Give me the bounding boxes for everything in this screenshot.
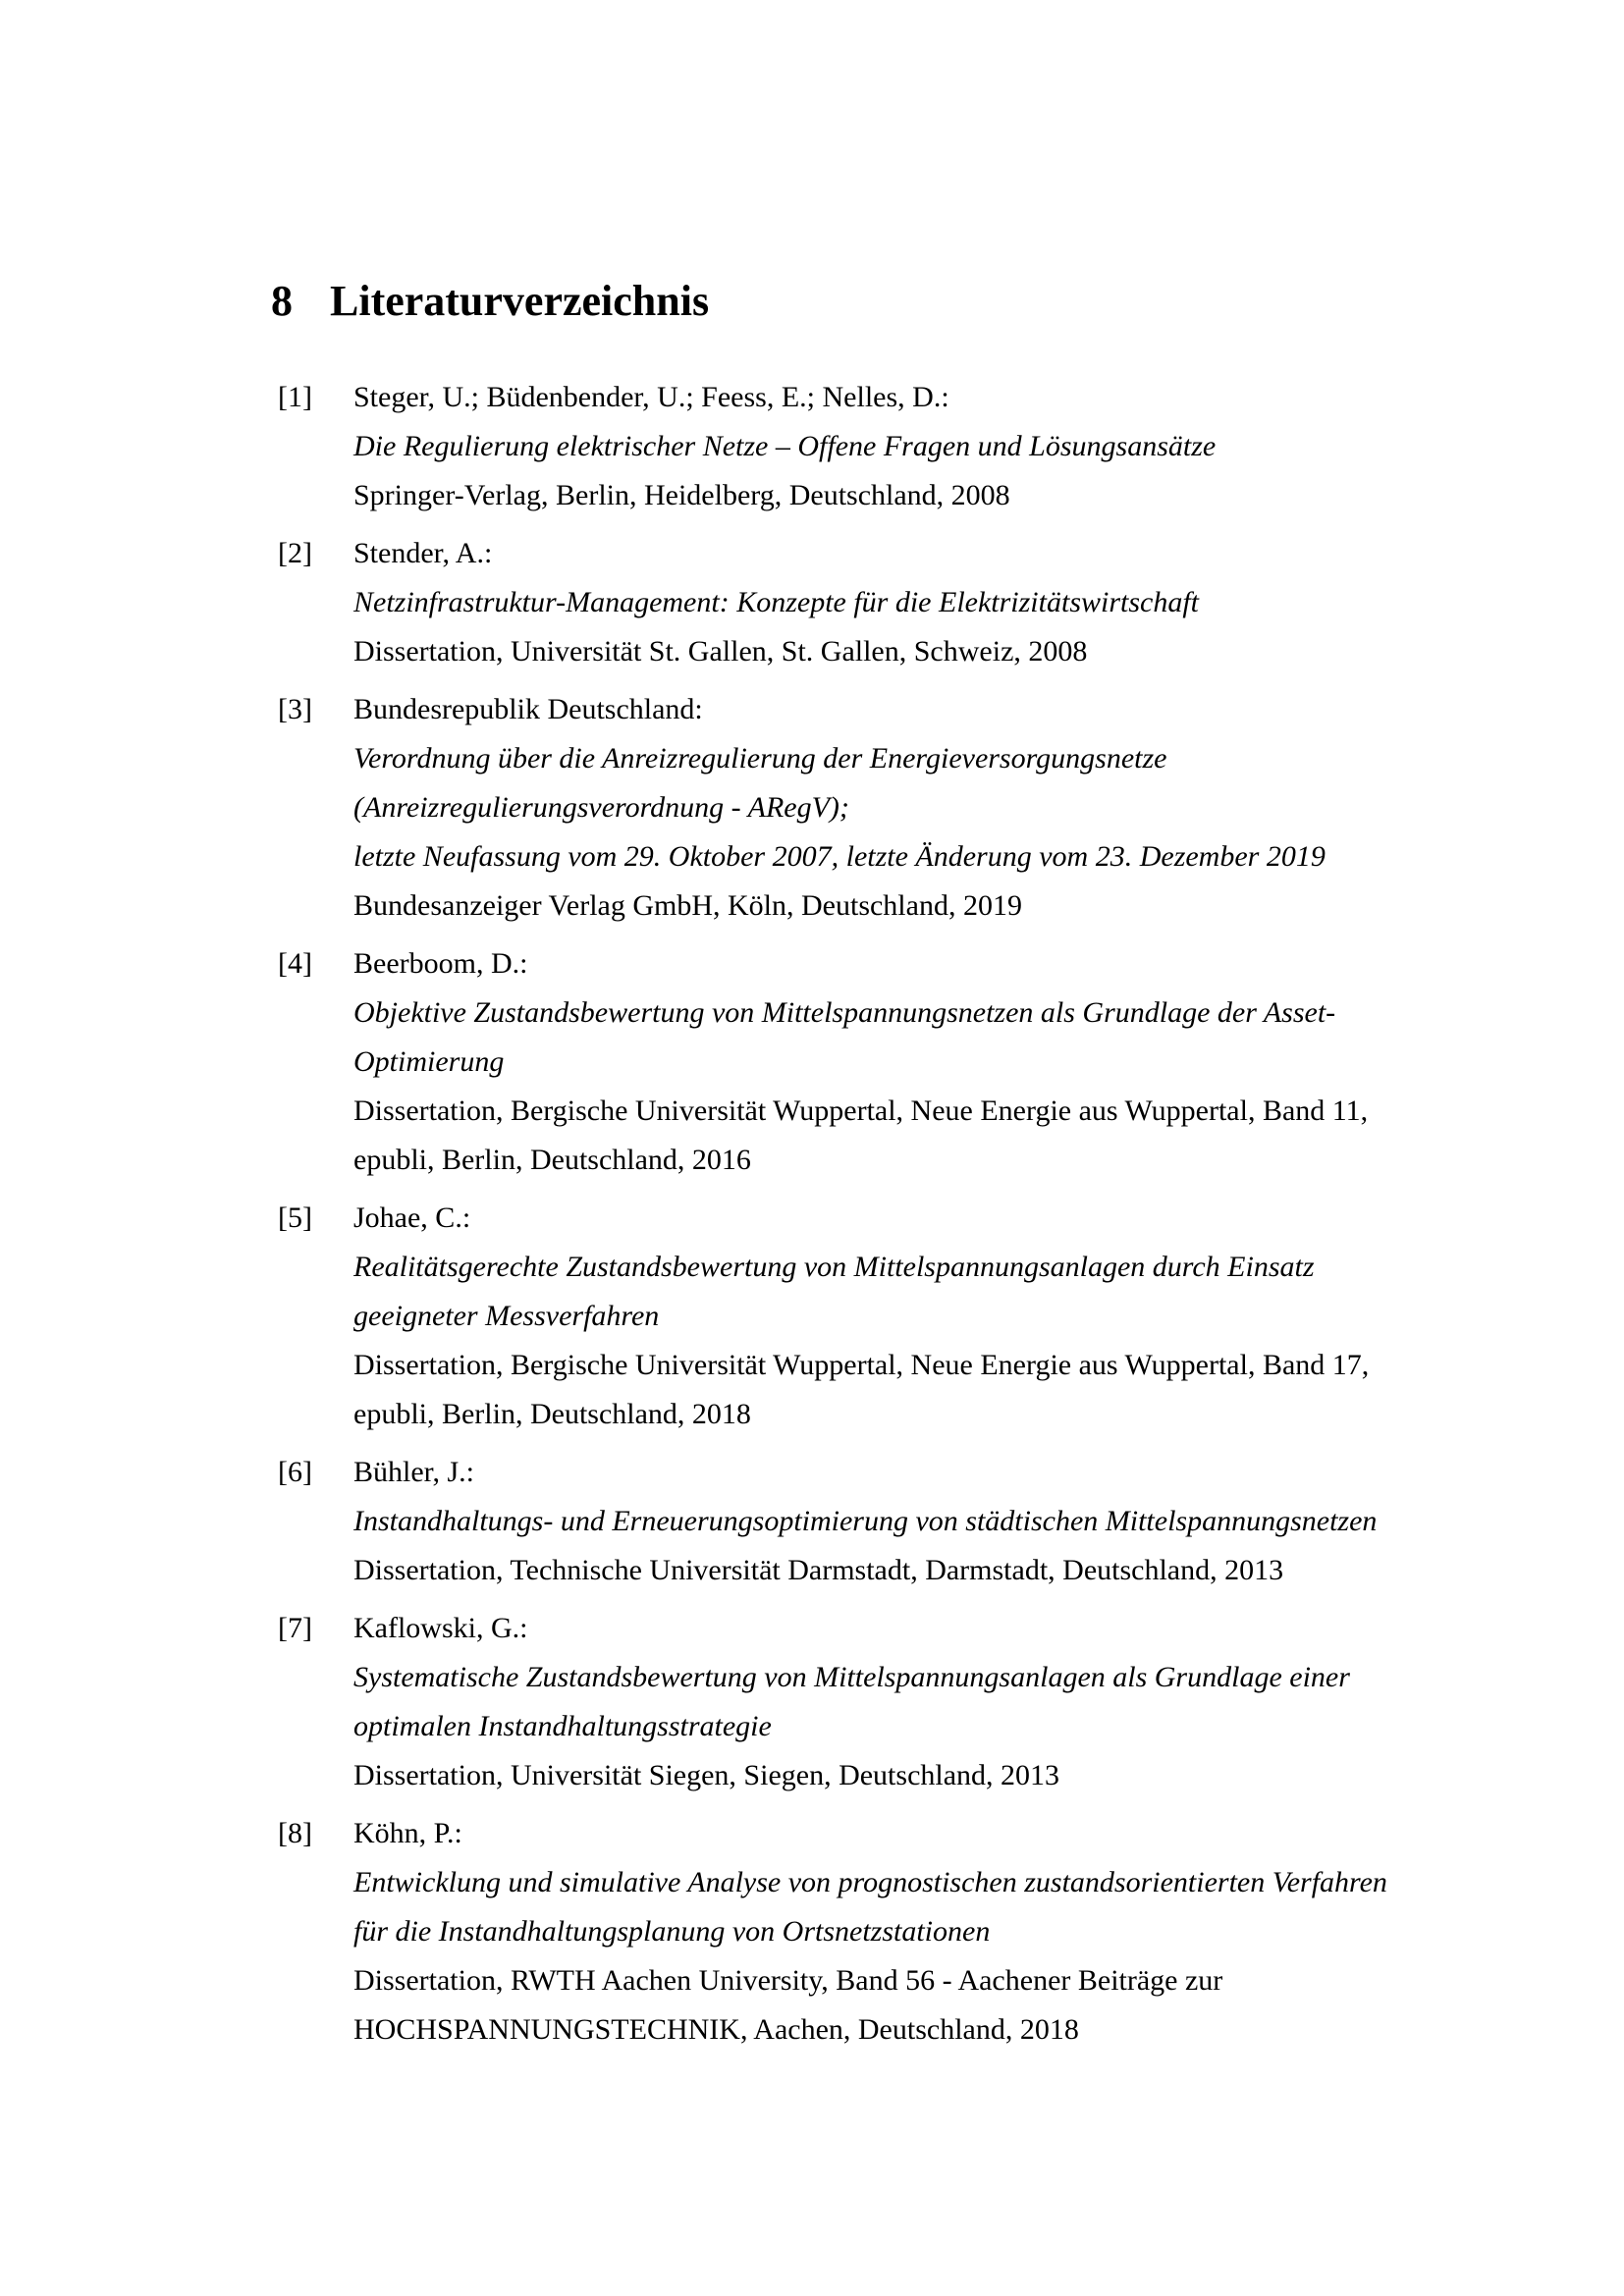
reference-list [278, 373, 1456, 2055]
reference-title-line: geeigneter Messverfahren [353, 1300, 660, 1332]
reference-body [353, 1194, 1456, 1439]
reference-publisher-line: Dissertation, Technische Universität Darmstadt, Darmstadt, Deutschland, 2013 [353, 1554, 1284, 1586]
reference-entry [278, 373, 1456, 520]
reference-authors: Johae, C.: [353, 1201, 471, 1234]
reference-label: [3] [278, 693, 312, 725]
reference-body [353, 1604, 1456, 1800]
reference-entry [278, 529, 1456, 676]
reference-title-line: Instandhaltungs- und Erneuerungsoptimierung von städtischen Mittelspannungsnetzen [353, 1505, 1378, 1537]
reference-entry [278, 1809, 1456, 2055]
reference-title-line: Netzinfrastruktur-Management: Konzepte für die Elektrizitätswirtschaft [353, 586, 1200, 618]
reference-authors: Beerboom, D.: [353, 947, 528, 980]
reference-publisher-line: Dissertation, Universität Siegen, Siegen, Deutschland, 2013 [353, 1759, 1060, 1791]
reference-publisher-line: epubli, Berlin, Deutschland, 2018 [353, 1398, 751, 1430]
chapter-title: Literaturverzeichnis [330, 277, 710, 325]
reference-body [353, 373, 1456, 520]
reference-title-line: Die Regulierung elektrischer Netze – Offene Fragen und Lösungsansätze [353, 430, 1217, 462]
reference-label: [2] [278, 537, 312, 569]
reference-authors: Steger, U.; Büdenbender, U.; Feess, E.; Nelles, D.: [353, 381, 949, 413]
reference-publisher-line: Dissertation, Bergische Universität Wuppertal, Neue Energie aus Wuppertal, Band 11, [353, 1095, 1369, 1127]
reference-authors: Bühler, J.: [353, 1456, 474, 1488]
reference-body [353, 939, 1456, 1185]
reference-entry [278, 685, 1456, 931]
reference-authors: Bundesrepublik Deutschland: [353, 693, 703, 725]
reference-label: [8] [278, 1817, 312, 1849]
reference-label: [5] [278, 1201, 312, 1234]
reference-publisher-line: Dissertation, Bergische Universität Wuppertal, Neue Energie aus Wuppertal, Band 17, [353, 1349, 1370, 1381]
reference-entry [278, 939, 1456, 1185]
reference-title-line: Entwicklung und simulative Analyse von prognostischen zustandsorientierten Verfahren [353, 1866, 1387, 1898]
reference-publisher-line: HOCHSPANNUNGSTECHNIK, Aachen, Deutschland, 2018 [353, 2013, 1079, 2046]
reference-title-line: Realitätsgerechte Zustandsbewertung von Mittelspannungsanlagen durch Einsatz [353, 1251, 1315, 1283]
reference-entry [278, 1448, 1456, 1595]
reference-title-line: Verordnung über die Anreizregulierung der Energieversorgungsnetze [353, 742, 1167, 774]
reference-body [353, 1809, 1456, 2055]
reference-publisher-line: Springer-Verlag, Berlin, Heidelberg, Deutschland, 2008 [353, 479, 1010, 511]
reference-entry [278, 1604, 1456, 1800]
reference-label: [7] [278, 1612, 312, 1644]
reference-title-line: (Anreizregulierungsverordnung - ARegV); [353, 791, 849, 824]
reference-body [353, 685, 1456, 931]
reference-authors: Kaflowski, G.: [353, 1612, 528, 1644]
reference-publisher-line: epubli, Berlin, Deutschland, 2016 [353, 1144, 751, 1176]
chapter-number: 8 [271, 277, 293, 325]
reference-label: [1] [278, 381, 312, 413]
reference-title-line: optimalen Instandhaltungsstrategie [353, 1710, 772, 1742]
reference-label: [4] [278, 947, 312, 980]
reference-title-line: Objektive Zustandsbewertung von Mittelspannungsnetzen als Grundlage der Asset- [353, 996, 1336, 1029]
reference-label: [6] [278, 1456, 312, 1488]
reference-authors: Köhn, P.: [353, 1817, 462, 1849]
reference-title-line: Optimierung [353, 1045, 505, 1078]
reference-title-line: letzte Neufassung vom 29. Oktober 2007, letzte Änderung vom 23. Dezember 2019 [353, 840, 1326, 873]
reference-authors: Stender, A.: [353, 537, 493, 569]
reference-publisher-line: Bundesanzeiger Verlag GmbH, Köln, Deutschland, 2019 [353, 889, 1022, 922]
reference-publisher-line: Dissertation, Universität St. Gallen, St. Gallen, Schweiz, 2008 [353, 635, 1088, 667]
reference-body [353, 1448, 1456, 1595]
reference-body [353, 529, 1456, 676]
reference-title-line: für die Instandhaltungsplanung von Ortsnetzstationen [353, 1915, 991, 1948]
reference-publisher-line: Dissertation, RWTH Aachen University, Band 56 - Aachener Beiträge zur [353, 1964, 1223, 1997]
chapter-heading [271, 274, 709, 329]
reference-entry [278, 1194, 1456, 1439]
reference-title-line: Systematische Zustandsbewertung von Mittelspannungsanlagen als Grundlage einer [353, 1661, 1350, 1693]
